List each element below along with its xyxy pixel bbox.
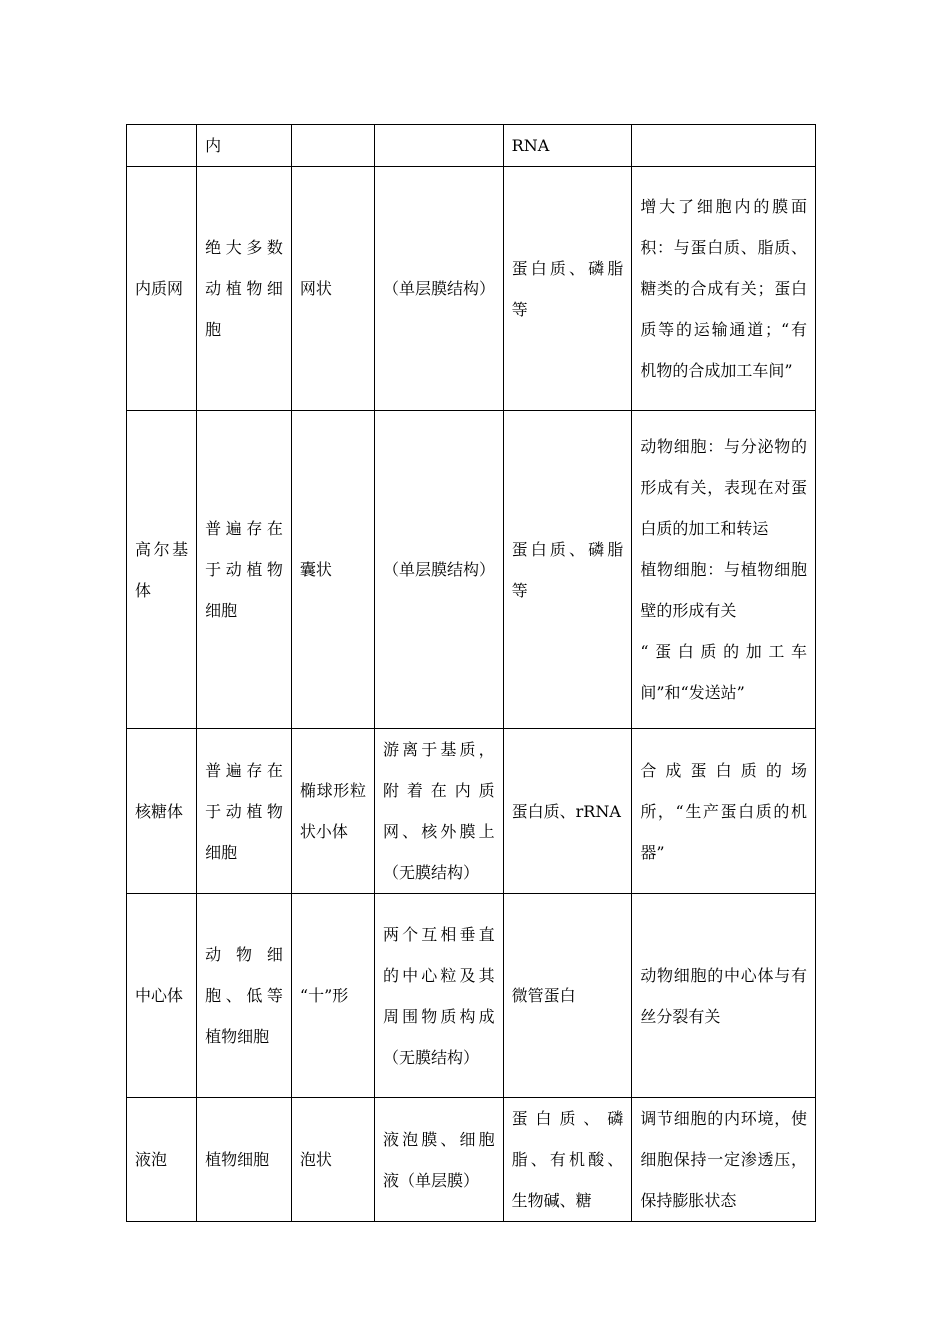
function-cell: 动物细胞的中心体与有丝分裂有关 (632, 894, 816, 1098)
table-row (127, 729, 816, 894)
composition-cell: 蛋白质、磷脂等 (503, 411, 632, 729)
shape-cell: “十”形 (291, 894, 374, 1098)
structure-cell: （单层膜结构） (374, 167, 503, 411)
shape-cell: 囊状 (291, 411, 374, 729)
structure-cell: （单层膜结构） (374, 411, 503, 729)
shape-cell: 泡状 (291, 1098, 374, 1222)
composition-cell: 蛋白质、磷脂、有机酸、生物碱、糖 (503, 1098, 632, 1222)
organelle-name-cell (127, 125, 197, 167)
composition-cell: 蛋白质、rRNA (503, 729, 632, 894)
table-row (127, 411, 816, 729)
structure-cell: 两个互相垂直的中心粒及其周围物质构成（无膜结构） (374, 894, 503, 1098)
table-row (127, 167, 816, 411)
function-cell (632, 729, 816, 894)
function-text: 增大了细胞内的膜面积：与蛋白质、脂质、糖类的合成有关；蛋白质等的运输通道；“有机物的合成加工车间” (640, 197, 807, 380)
shape-cell: 网状 (291, 167, 374, 411)
distribution-cell: 植物细胞 (197, 1098, 292, 1222)
structure-cell (374, 125, 503, 167)
table-row (127, 1098, 816, 1222)
distribution-cell: 内 (197, 125, 292, 167)
shape-cell (291, 125, 374, 167)
distribution-cell: 普遍存在于动植物细胞 (197, 729, 292, 894)
organelle-table (126, 124, 816, 1222)
function-cell: 调节细胞的内环境，使细胞保持一定渗透压，保持膨胀状态 (632, 1098, 816, 1222)
organelle-name-cell: 核糖体 (127, 729, 197, 894)
structure-cell: 游离于基质，附着在内质网、核外膜上（无膜结构） (374, 729, 503, 894)
distribution-cell: 普遍存在于动植物细胞 (197, 411, 292, 729)
table-row (127, 125, 816, 167)
function-text: 动物细胞：与分泌物的形成有关，表现在对蛋白质的加工和转运 植物细胞：与植物细胞壁的形成有关 “蛋白质的加工车间”和“发送站” (640, 437, 807, 702)
organelle-name-cell: 液泡 (127, 1098, 197, 1222)
distribution-cell: 绝大多数动植物细胞 (197, 167, 292, 411)
composition-cell: RNA (503, 125, 632, 167)
organelle-name-cell: 高尔基体 (127, 411, 197, 729)
function-cell (632, 411, 816, 729)
distribution-cell: 动物细胞、低等植物细胞 (197, 894, 292, 1098)
organelle-name-cell: 中心体 (127, 894, 197, 1098)
composition-cell: 微管蛋白 (503, 894, 632, 1098)
function-cell (632, 125, 816, 167)
organelle-name-cell: 内质网 (127, 167, 197, 411)
function-text: 合成蛋白质的场所，“生产蛋白质的机器” (640, 760, 807, 862)
function-cell (632, 167, 816, 411)
table-row (127, 894, 816, 1098)
shape-cell: 椭球形粒状小体 (291, 729, 374, 894)
structure-cell: 液泡膜、细胞液（单层膜） (374, 1098, 503, 1222)
composition-cell: 蛋白质、磷脂等 (503, 167, 632, 411)
